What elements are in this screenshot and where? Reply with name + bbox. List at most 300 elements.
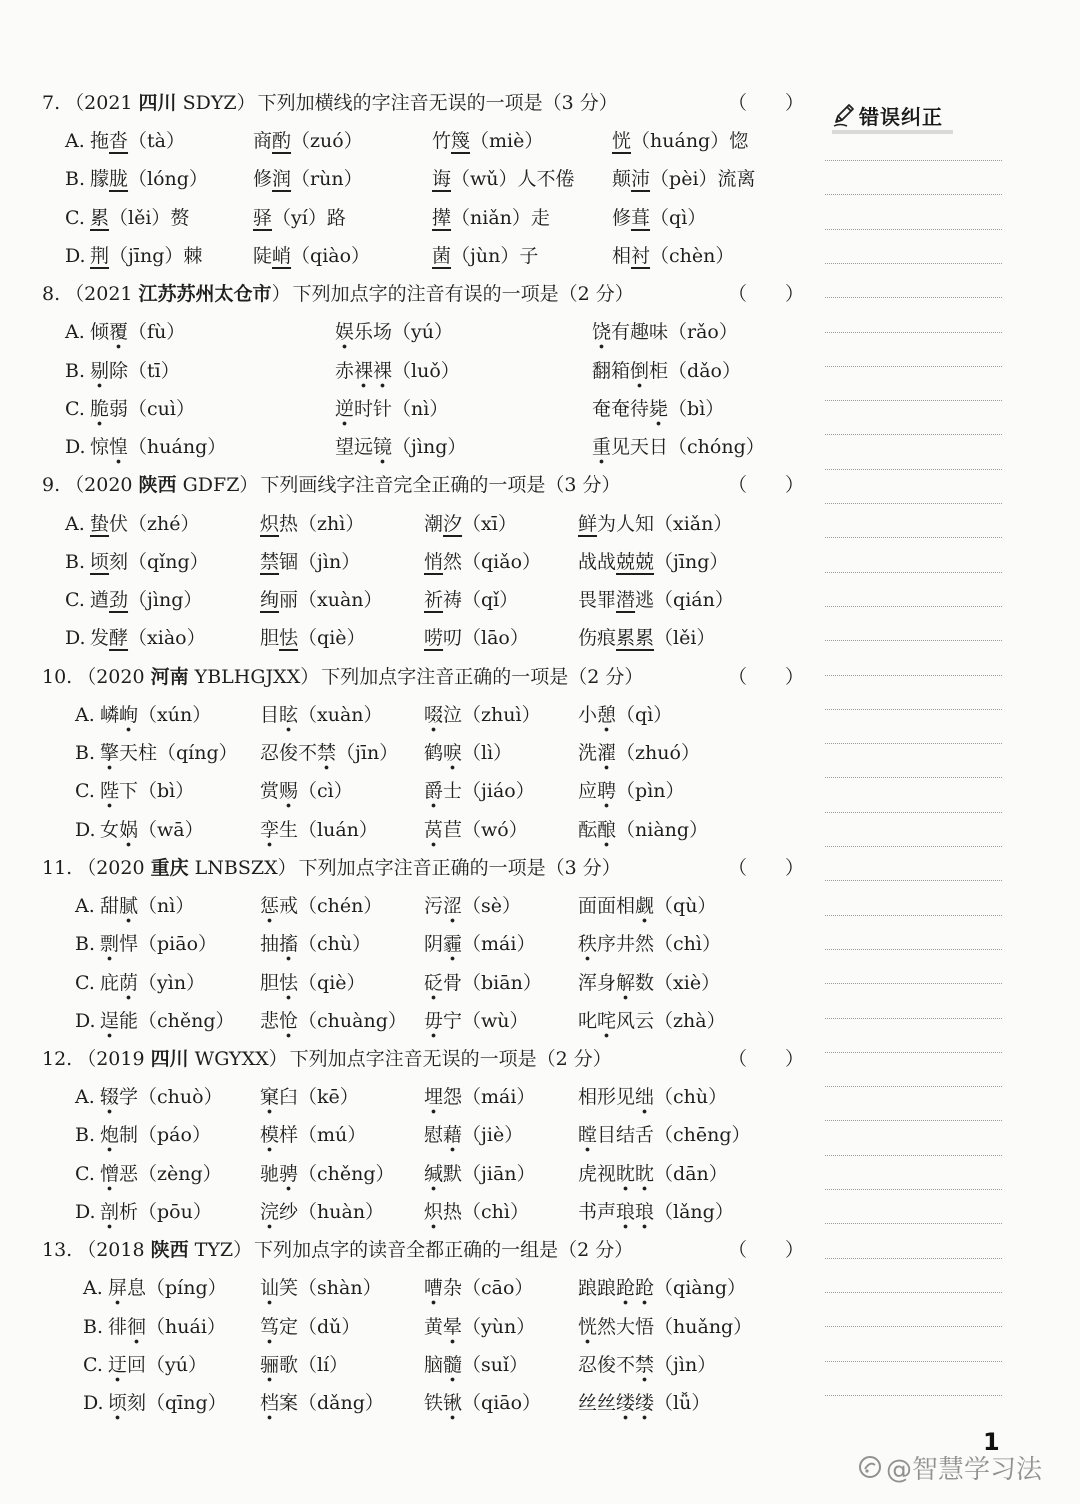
item-text-after: （niàng） (616, 818, 709, 841)
dotted-char: 禁 (635, 1354, 654, 1383)
item-text-after: （lěi） (654, 627, 716, 650)
dotted-char: 跄跄 (616, 1277, 654, 1306)
item-text-before: 书声 (578, 1200, 617, 1223)
option-item (578, 581, 734, 619)
option-item (90, 237, 202, 275)
item-text-after: 学（chuò） (119, 1086, 223, 1109)
note-line (825, 503, 1002, 504)
option-item (592, 390, 724, 428)
item-text-after: 歌（lí） (279, 1353, 349, 1376)
dotted-char: 霾 (443, 933, 462, 962)
dotted-char: 逆 (335, 398, 354, 427)
item-text-before: 甜 (100, 895, 120, 918)
option-item (432, 160, 575, 198)
dotted-char: 缕缕 (616, 1392, 654, 1421)
dotted-char: 重 (592, 436, 611, 465)
option-item (578, 887, 716, 925)
item-text-before: 浑身 (578, 971, 617, 994)
item-text-before: 目 (260, 703, 280, 726)
item-text-after: 刻（qǐng） (109, 550, 209, 573)
option-item (592, 313, 738, 351)
note-line (825, 469, 1002, 470)
dotted-char: 埋 (424, 1086, 443, 1115)
item-text-after: （qiè） (298, 971, 366, 994)
underlined-char: 胧 (109, 168, 129, 191)
item-text-after: （yìn） (138, 971, 206, 994)
dotted-char: 讪 (260, 1277, 279, 1306)
note-line (825, 1361, 1002, 1362)
item-text-after: 笑（shàn） (279, 1277, 382, 1300)
answer-blank: （ ） (728, 92, 805, 114)
dotted-char: 酿 (597, 819, 616, 848)
item-text-after: 弱（cuì） (109, 397, 195, 420)
item-text-after: （jiè） (462, 1124, 524, 1147)
dotted-char: 解 (616, 972, 635, 1001)
dotted-char: 涩 (443, 895, 462, 924)
question-header (0, 275, 820, 313)
dotted-char: 眈眈 (616, 1163, 654, 1192)
dotted-char: 秩 (578, 933, 597, 962)
option-item (578, 619, 715, 657)
item-text-after: （chèn） (650, 244, 735, 267)
dotted-char: 唳 (443, 742, 462, 771)
note-line (825, 572, 1002, 573)
dotted-char: 毙 (649, 398, 668, 427)
dotted-char: 娲 (119, 819, 138, 848)
option-label: A. (83, 1277, 103, 1300)
option-item (100, 925, 217, 963)
dotted-char: 觑 (635, 895, 654, 924)
dotted-char: 覆 (109, 321, 128, 350)
question-header (0, 1231, 820, 1269)
source-year: （2021 (65, 92, 139, 114)
option-b (0, 160, 820, 198)
item-text-after: 叨（lāo） (443, 627, 529, 650)
question-stem: 下列加点字注音正确的一项是（3 分） (298, 856, 621, 879)
item-text-after: 苣（wó） (443, 818, 528, 841)
option-item (260, 1155, 395, 1193)
option-item (90, 390, 195, 428)
underlined-char: 菌 (432, 244, 452, 267)
note-line (825, 915, 1002, 916)
option-item (253, 160, 363, 198)
option-item (424, 696, 541, 734)
item-text-before: 踉踉 (578, 1277, 617, 1300)
underlined-char: 沓 (109, 130, 129, 153)
note-line (825, 1292, 1002, 1293)
answer-blank: （ ） (728, 1239, 805, 1262)
source-region: 陕西 (138, 474, 177, 497)
underlined-char: 酵 (109, 627, 129, 650)
item-text-after: （luǒ） (392, 359, 460, 382)
dotted-char: 憩 (597, 704, 616, 733)
dotted-char: 峋 (119, 704, 138, 733)
option-label: B. (75, 1124, 96, 1147)
option-item (424, 505, 517, 543)
dotted-char: 嘈 (424, 1277, 443, 1306)
item-text-after: （sè） (462, 895, 522, 918)
option-label: D. (75, 1200, 96, 1223)
option-item (424, 1002, 529, 1040)
item-text-before: 胆 (260, 971, 280, 994)
item-text-after: 能（chěng） (119, 1009, 235, 1032)
option-item (100, 1002, 235, 1040)
dotted-char: 剔 (90, 360, 109, 389)
dotted-char: 脆 (90, 398, 109, 427)
option-item (424, 1116, 523, 1154)
item-text-before: 慰 (424, 1124, 444, 1147)
source-year: （2020 (77, 665, 151, 688)
note-line (825, 1223, 1002, 1224)
item-text-after: （qì） (650, 206, 707, 229)
item-text-before: 应 (578, 780, 598, 803)
note-line (825, 812, 1002, 813)
underlined-char: 悄 (424, 550, 444, 573)
item-text-after: （suǐ） (462, 1353, 529, 1376)
dotted-char: 憎 (100, 1163, 119, 1192)
option-item (90, 160, 208, 198)
option-item (335, 428, 466, 466)
option-label: B. (65, 550, 86, 573)
option-a (0, 122, 820, 160)
underlined-char: 汐 (443, 512, 463, 535)
option-item (335, 352, 460, 390)
item-text-after: 宁（wù） (443, 1009, 529, 1032)
option-d (0, 619, 820, 657)
option-item (260, 811, 378, 849)
item-text-after: 祷（qǐ） (443, 589, 519, 612)
dotted-char: 炽 (424, 1201, 443, 1230)
item-text-after: 恶（zèng） (119, 1162, 222, 1185)
option-item (335, 313, 453, 351)
underlined-char: 绚 (260, 589, 280, 612)
dotted-char: 怆 (279, 1010, 298, 1039)
option-item (578, 1155, 728, 1193)
option-b (0, 734, 820, 772)
item-text-after: （wǔ）人不倦 (451, 168, 575, 191)
note-line (825, 537, 1002, 538)
option-item (260, 1384, 384, 1422)
item-text-after: （lěi）赘 (109, 206, 190, 229)
item-text-after: 刻（qīng） (127, 1392, 227, 1415)
underlined-char: 荆 (90, 244, 110, 267)
option-b (0, 543, 820, 581)
item-text-before: 战战 (578, 550, 617, 573)
question-title (42, 84, 618, 122)
answer-blank: （ ） (728, 856, 805, 879)
item-text-after: （pèi）流离 (650, 168, 756, 191)
option-item (100, 1193, 212, 1231)
dotted-char: 顷 (108, 1392, 127, 1421)
dotted-char: 辍 (100, 1086, 119, 1115)
dotted-char: 骊 (260, 1354, 279, 1383)
option-label: D. (65, 436, 86, 459)
item-text-before: 潮 (424, 512, 444, 535)
dotted-char: 啜 (424, 704, 443, 733)
item-text-before: 面面相 (578, 895, 636, 918)
item-text-after: （qù） (654, 895, 717, 918)
source-year: （2019 (77, 1048, 151, 1070)
source-code: YBLHGJXX） (188, 665, 320, 688)
item-text-before: 洗 (578, 742, 598, 765)
item-text-before: 污 (424, 895, 444, 918)
item-text-after: 伏（zhé） (109, 512, 200, 535)
item-text-before: 颠 (612, 168, 632, 191)
dotted-char: 腻 (119, 895, 138, 924)
option-c (0, 964, 820, 1002)
option-item (424, 1308, 535, 1346)
option-item (335, 390, 448, 428)
option-b (0, 1308, 820, 1346)
option-item (260, 505, 364, 543)
underlined-char: 劲 (109, 589, 129, 612)
item-text-after: （qì） (616, 703, 673, 726)
dotted-char: 锹 (443, 1392, 462, 1421)
item-text-after: （jīng） (654, 550, 729, 573)
question-header (0, 1040, 820, 1078)
watermark-text: @智慧学习法 (886, 1454, 1043, 1485)
note-line (825, 1258, 1002, 1259)
dotted-char: 缄 (424, 1163, 443, 1192)
underlined-char: 润 (272, 168, 292, 191)
item-text-after: 目结舌（chēng） (597, 1124, 751, 1147)
dotted-char: 砭 (424, 972, 443, 1001)
question-title (42, 658, 643, 696)
question-stem: 下列加点字的读音全都正确的一组是（2 分） (254, 1239, 634, 1262)
item-text-before: 竹 (432, 130, 452, 153)
item-text-before: 朦 (90, 168, 110, 191)
dotted-char: 娱 (335, 321, 354, 350)
item-text-after: （chěng） (298, 1162, 395, 1185)
pencil-icon (832, 102, 856, 128)
option-item (108, 1346, 207, 1384)
option-item (424, 543, 541, 581)
underlined-char: 唠 (424, 627, 444, 650)
item-text-before: 奄奄待 (592, 397, 650, 420)
item-text-after: （tà） (128, 130, 185, 153)
option-item (100, 696, 211, 734)
answer-blank: （ ） (728, 1048, 805, 1070)
option-item (260, 925, 371, 963)
note-line (825, 1326, 1002, 1327)
answer-blank: （ ） (728, 474, 805, 497)
item-text-after: （qiàng） (654, 1277, 746, 1300)
option-label: A. (65, 321, 85, 344)
dotted-char: 擎 (100, 742, 119, 771)
option-item (612, 237, 734, 275)
option-item (612, 199, 706, 237)
item-text-after: （jùn）子 (451, 244, 539, 267)
option-label: B. (65, 168, 86, 191)
underlined-char: 累累 (616, 627, 655, 650)
note-line (825, 160, 1002, 161)
question-header (0, 658, 820, 696)
note-line (825, 743, 1002, 744)
dotted-char: 恍 (578, 1316, 597, 1345)
note-line (825, 1018, 1002, 1019)
option-item (90, 543, 209, 581)
item-text-before: 黄 (424, 1315, 444, 1338)
option-label: C. (75, 971, 95, 994)
option-item (253, 237, 370, 275)
item-text-before: 修 (612, 206, 632, 229)
option-item (432, 199, 550, 237)
option-item (424, 1269, 533, 1307)
item-text-after: 泣（zhuì） (443, 703, 541, 726)
option-item (260, 619, 366, 657)
question-title (42, 1231, 633, 1269)
item-text-before: 胆 (260, 627, 280, 650)
underlined-char: 潜 (616, 589, 636, 612)
question-source (65, 283, 290, 305)
item-text-after: （huái） (146, 1315, 226, 1338)
item-text-after: 杂（cāo） (443, 1277, 534, 1300)
item-text-after: （qiāo） (462, 1392, 542, 1415)
item-text-after: 热（zhì） (279, 512, 365, 535)
item-text-after: （xuàn） (298, 703, 383, 726)
option-label: B. (75, 742, 96, 765)
dotted-char: 髓 (443, 1354, 462, 1383)
question-source (77, 1239, 252, 1261)
item-text-before: 阴 (424, 933, 444, 956)
source-year: （2021 (65, 283, 139, 306)
dotted-char: 陛 (100, 780, 119, 809)
option-item (90, 199, 189, 237)
option-item (424, 925, 535, 963)
underlined-char: 祈 (424, 589, 444, 612)
underlined-char: 禁 (260, 550, 280, 573)
option-item (578, 1269, 746, 1307)
question-number: 7. (42, 92, 61, 114)
option-item (424, 1155, 536, 1193)
item-text-after: 见天日（chóng） (611, 436, 765, 459)
underlined-char: 峭 (272, 244, 292, 267)
option-item (100, 811, 204, 849)
option-label: D. (65, 627, 86, 650)
item-text-before: 铁 (424, 1392, 444, 1415)
option-item (260, 1346, 348, 1384)
option-item (260, 581, 383, 619)
answer-blank: （ ） (728, 665, 805, 688)
option-item (260, 1193, 384, 1231)
note-line (825, 846, 1002, 847)
item-text-after: （qiè） (298, 627, 366, 650)
option-item (253, 122, 363, 160)
item-text-after: （lǎng） (654, 1200, 734, 1223)
dotted-char: 裸裸 (354, 360, 392, 389)
dotted-char: 怯 (279, 972, 298, 1001)
item-text-after: 回（yú） (127, 1353, 207, 1376)
option-d (0, 811, 820, 849)
item-text-after: 序井然（chì） (597, 933, 721, 956)
option-item (90, 122, 185, 160)
dotted-char: 浣 (260, 1201, 279, 1230)
option-item (100, 1116, 211, 1154)
dotted-char: 绌 (635, 1086, 654, 1115)
item-text-before: 相形见 (578, 1086, 636, 1109)
dotted-char: 琅琅 (616, 1201, 654, 1230)
item-text-after: 风云（zhà） (616, 1009, 726, 1032)
item-text-after: 时针（nì） (354, 397, 449, 420)
item-text-before: 赏 (260, 780, 280, 803)
item-text-before: 畏罪 (578, 589, 617, 612)
answer-blank: （ ） (728, 283, 805, 306)
underlined-char: 恍 (612, 130, 632, 153)
item-text-after: （wā） (138, 818, 204, 841)
item-text-after: 悍（piāo） (119, 933, 218, 956)
item-text-after: 怨（mái） (443, 1086, 536, 1109)
item-text-after: （lì） (462, 742, 513, 765)
dotted-char: 炮 (100, 1124, 119, 1153)
option-item (432, 122, 543, 160)
item-text-after: （xún） (138, 703, 212, 726)
note-line (825, 1189, 1002, 1190)
option-c (0, 581, 820, 619)
dotted-char: 屏 (108, 1277, 127, 1306)
option-item (424, 619, 529, 657)
item-text-after: （jìng） (128, 589, 203, 612)
item-text-before: 悲 (260, 1009, 280, 1032)
dotted-char: 骋 (279, 1163, 298, 1192)
option-item (260, 1116, 366, 1154)
underlined-char: 葺 (631, 206, 651, 229)
item-text-before: 商 (253, 130, 273, 153)
underlined-char: 诲 (432, 168, 452, 191)
note-line (825, 297, 1002, 298)
dotted-char: 惩 (260, 895, 279, 924)
question-source (77, 666, 319, 688)
option-item (592, 352, 741, 390)
option-item (612, 122, 748, 160)
item-text-before: 倾 (90, 321, 110, 344)
item-text-after: （bì） (668, 397, 725, 420)
option-item (260, 696, 383, 734)
option-item (424, 581, 518, 619)
option-d (0, 1384, 820, 1422)
dotted-char: 徊 (127, 1316, 146, 1345)
source-region: 江苏苏州太仓市 (138, 283, 272, 306)
option-item (260, 1308, 360, 1346)
item-text-before: 发 (90, 627, 110, 650)
question-title (42, 849, 621, 887)
item-text-after: （jīng）棘 (109, 244, 203, 267)
item-text-before: 拖 (90, 130, 110, 153)
item-text-after: （zuó） (291, 130, 363, 153)
option-item (90, 352, 180, 390)
option-item (424, 1346, 528, 1384)
note-line (825, 1395, 1002, 1396)
item-text-after: 热（chì） (443, 1200, 529, 1223)
option-b (0, 1116, 820, 1154)
option-label: D. (83, 1392, 104, 1415)
page-number: 1 (983, 1428, 1000, 1456)
item-text-after: （yùn） (462, 1315, 536, 1338)
option-a (0, 313, 820, 351)
underlined-char: 炽 (260, 512, 280, 535)
dotted-char: 莴 (424, 819, 443, 848)
option-item (578, 925, 721, 963)
question-number: 11. (42, 856, 73, 879)
option-item (424, 887, 521, 925)
note-line (825, 983, 1002, 984)
item-text-after: 丽（xuàn） (279, 589, 383, 612)
item-text-after: （xī） (462, 512, 517, 535)
source-region: 陕西 (150, 1239, 189, 1262)
option-item (100, 1155, 222, 1193)
option-item (424, 772, 535, 810)
item-text-after: （pìn） (616, 780, 685, 803)
note-line (825, 332, 1002, 333)
